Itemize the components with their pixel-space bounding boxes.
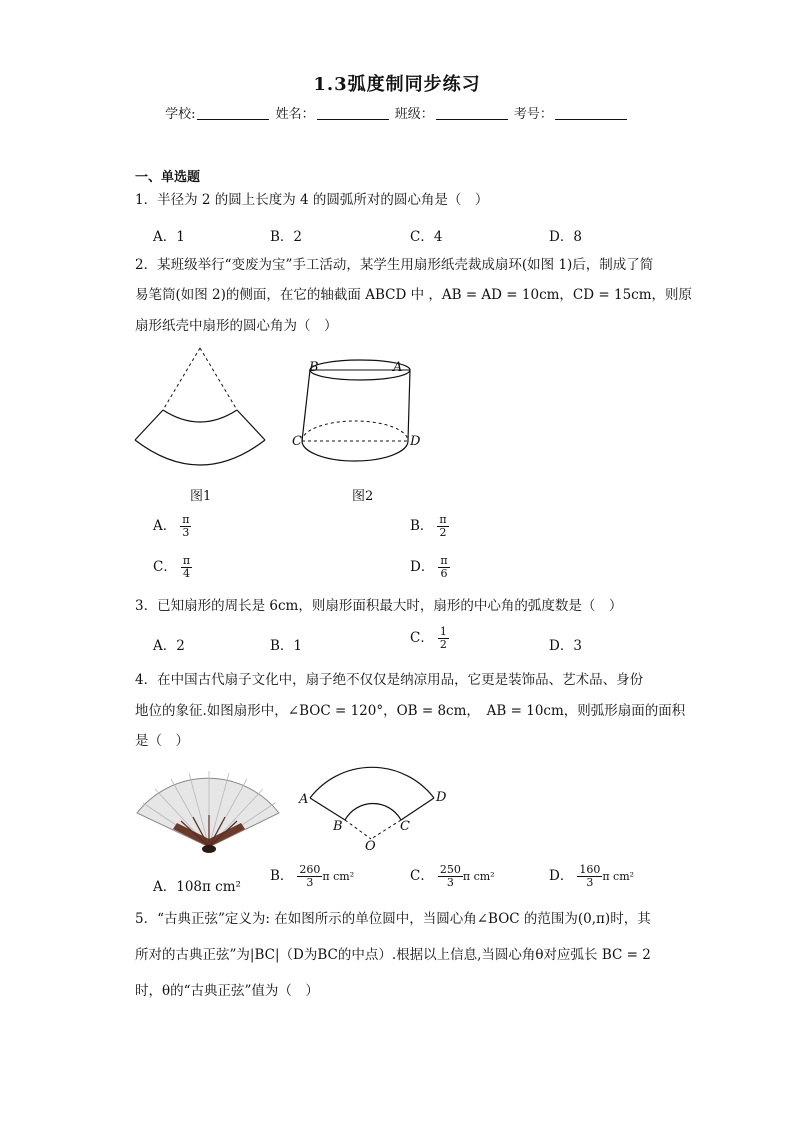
q2-option-c[interactable] <box>153 555 192 580</box>
q2-figure1-caption: 图1 <box>190 489 212 504</box>
numerator: π <box>439 513 447 526</box>
fig2-label-c: C <box>292 434 302 449</box>
fig4-label-o: O <box>365 839 376 854</box>
q3-option-c-fraction <box>438 626 449 651</box>
q2-figure2-caption: 图2 <box>352 489 374 504</box>
numerator: 160 <box>579 863 601 876</box>
name-blank[interactable] <box>317 107 389 120</box>
denominator: 2 <box>439 526 447 539</box>
q1-option-d[interactable]: D．8 <box>549 229 582 245</box>
class-blank[interactable] <box>436 107 508 120</box>
q4-option-d-label: D． <box>549 868 574 884</box>
q3-option-d[interactable]: D．3 <box>549 638 582 654</box>
denominator: 6 <box>440 567 448 580</box>
q5-line2: 所对的古典正弦”为|BC|（D为BC的中点）.根据以上信息,当圆心角θ对应弧长 BC = 2 <box>135 947 651 963</box>
q2-option-b[interactable] <box>410 514 449 539</box>
q5-line3: 时，θ的“古典正弦”值为（ ） <box>135 983 319 999</box>
numerator: 250 <box>439 863 461 876</box>
q2-option-a-label: A． <box>153 518 177 534</box>
q1-text: 1．半径为 2 的圆上长度为 4 的圆弧所对的圆心角是（ ） <box>135 192 489 208</box>
q4-line2: 地位的象征.如图扇形中，∠BOC = 120°，OB = 8cm， AB = 10cm，则弧形扇面的面积 <box>135 703 686 719</box>
q3-text: 3．已知扇形的周长是 6cm，则扇形面积最大时，扇形的中心角的弧度数是（ ） <box>135 598 623 614</box>
exam-no-blank[interactable] <box>555 107 627 120</box>
q4-line3: 是（ ） <box>135 733 189 749</box>
q2-line3: 扇形纸壳中扇形的圆心角为（ ） <box>135 318 338 334</box>
numerator: 260 <box>299 863 321 876</box>
q2-option-c-label: C． <box>153 559 177 575</box>
q3-option-c[interactable] <box>410 626 449 651</box>
numerator: π <box>182 554 191 567</box>
denominator: 3 <box>306 876 314 889</box>
q4-option-d-fraction <box>577 864 602 889</box>
numerator: 1 <box>439 625 447 638</box>
q2-option-d[interactable] <box>410 555 450 580</box>
q4-option-c-fraction <box>438 864 463 889</box>
q4-option-c-unit: π cm² <box>462 870 495 883</box>
q4-option-b-label: B． <box>270 868 294 884</box>
q2-line2: 易笔筒(如图 2)的侧面，在它的轴截面 ABCD 中 ，AB = AD = 10cm，CD = 15cm，则原 <box>135 287 693 303</box>
exam-no-label: 考号： <box>513 107 553 122</box>
student-info-line <box>0 103 794 122</box>
q2-line1: 2．某班级举行“变废为宝”手工活动，某学生用扇形纸壳裁成扇环(如图 1)后，制成了简 <box>135 257 654 273</box>
q2-figure1-annular-sector <box>125 340 275 480</box>
q3-option-c-label: C． <box>410 630 434 646</box>
q2-option-d-fraction <box>438 555 449 580</box>
q1-option-c[interactable]: C．4 <box>410 229 443 245</box>
class-label: 班级： <box>394 107 434 122</box>
denominator: 2 <box>439 638 447 651</box>
denominator: 3 <box>446 876 454 889</box>
q4-option-b-unit: π cm² <box>322 870 355 883</box>
q4-option-d-unit: π cm² <box>602 870 635 883</box>
q2-option-a-fraction <box>180 514 191 539</box>
q4-option-c-label: C． <box>410 868 434 884</box>
q4-option-a[interactable]: A．108π cm² <box>153 879 241 895</box>
fig4-label-b: B <box>333 819 343 834</box>
q1-option-b[interactable]: B．2 <box>270 229 303 245</box>
fig4-label-a: A <box>299 792 309 807</box>
denominator: 3 <box>586 876 594 889</box>
fig4-label-c: C <box>400 819 410 834</box>
q3-option-b[interactable]: B．1 <box>270 638 303 654</box>
school-blank[interactable] <box>197 107 269 120</box>
q5-line1: 5．“古典正弦”定义为: 在如图所示的单位圆中，当圆心角∠BOC 的范围为(0,π)时，其 <box>135 911 651 927</box>
fig2-label-a: A <box>393 360 403 375</box>
q3-option-a[interactable]: A．2 <box>153 638 185 654</box>
q4-option-b-fraction <box>297 864 322 889</box>
section-title: 一、单选题 <box>135 170 201 185</box>
numerator: π <box>182 513 190 526</box>
school-label: 学校: <box>165 107 196 122</box>
q4-option-b[interactable] <box>270 864 354 889</box>
q1-option-a[interactable]: A．1 <box>153 229 185 245</box>
q2-option-d-label: D． <box>410 559 435 575</box>
q4-option-d[interactable] <box>549 864 634 889</box>
numerator: π <box>440 554 448 567</box>
q2-option-a[interactable] <box>153 514 191 539</box>
fig4-label-d: D <box>436 790 447 805</box>
q2-option-b-label: B． <box>410 518 434 534</box>
q2-option-c-fraction <box>181 555 192 580</box>
fig2-label-d: D <box>410 434 421 449</box>
q4-option-c[interactable] <box>410 864 495 889</box>
page-title: 1.3弧度制同步练习 <box>313 74 481 95</box>
name-label: 姓名： <box>275 107 315 122</box>
fig2-label-b: B <box>309 360 319 375</box>
denominator: 3 <box>182 526 190 539</box>
q4-folding-fan-illustration <box>133 765 283 855</box>
q2-option-b-fraction <box>437 514 448 539</box>
denominator: 4 <box>182 567 190 580</box>
q4-line1: 4．在中国古代扇子文化中，扇子绝不仅仅是纳凉用品，它更是装饰品、艺术品、身份 <box>135 672 644 688</box>
